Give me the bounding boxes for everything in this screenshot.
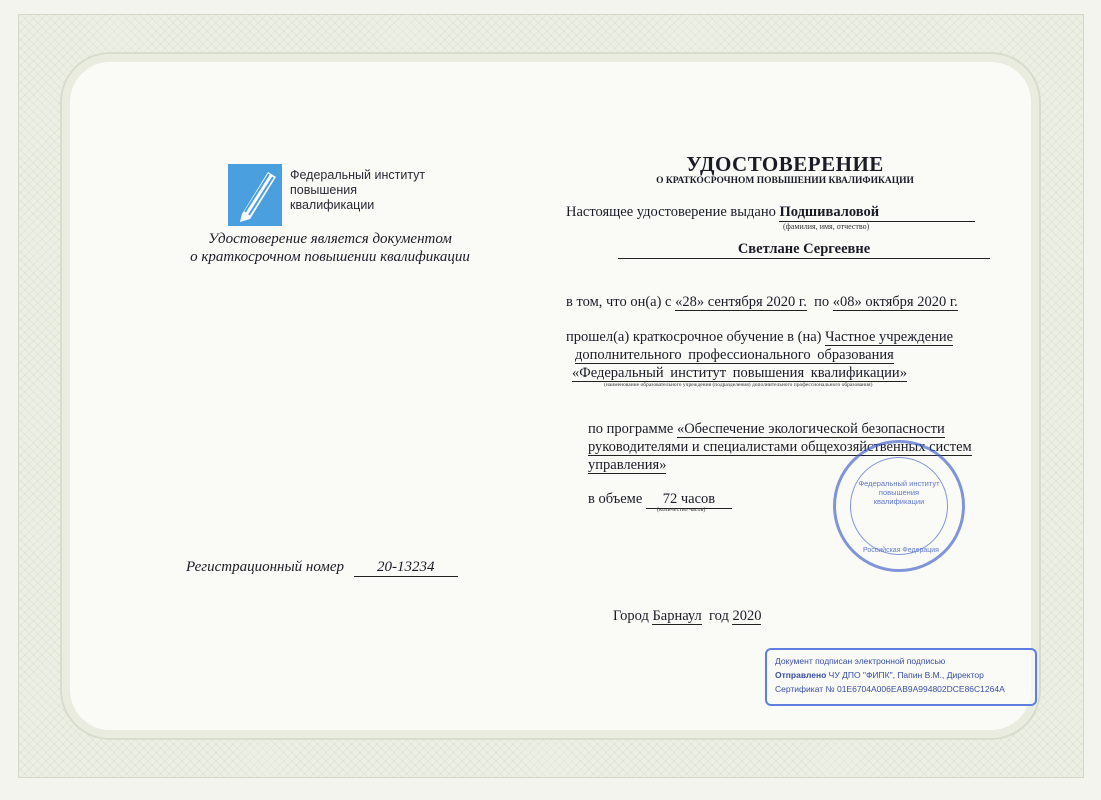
logo-line: Федеральный институт [290,168,426,182]
pencil-logo-icon [228,164,282,226]
year-label: год [709,608,729,624]
institute-stamp [833,440,965,572]
period-line [566,294,958,311]
electronic-signature-box [765,648,1037,706]
surname: Подшиваловой [779,204,975,222]
city-value: Барнаул [652,608,702,624]
program-name-3: управления» [588,457,667,473]
city-line [613,608,761,625]
registration-label: Регистрационный номер [186,559,345,575]
esig-cert: Сертификат № 01E6704A006EAB9A994802DCE86C1264A [775,684,1005,694]
note-line-1: Удостоверение является документом [208,231,452,247]
logo-line: повышения [290,183,357,197]
registration-value: 20-13234 [354,559,458,577]
period-from: «28» сентября 2020 г. [675,294,807,310]
volume-prefix: в объеме [588,491,643,507]
document-note [170,230,490,266]
institution-prefix: прошел(а) краткосрочное обучение в (на) [566,329,822,345]
institution-name-1: Частное учреждение [825,329,954,345]
note-line-2: о краткосрочном повышении квалификации [190,249,470,265]
logo-text [290,168,460,213]
program-line-1 [588,421,945,438]
institution-name-3: «Федеральный институт повышения квалификации» [572,365,907,381]
institution-hint: (наименование образовательного учреждения (подразделения) дополнительного профессионального образования) [604,382,873,388]
period-prefix: в том, что он(а) с [566,294,672,310]
registration-number [186,559,458,577]
program-line-3 [588,457,666,474]
stamp-center-text: Федеральный институт повышения квалификации [858,479,940,506]
institution-name-2: дополнительного профессионального образования [575,347,894,363]
volume-value: 72 часов [646,491,732,509]
document-subtitle: О КРАТКОСРОЧНОМ ПОВЫШЕНИИ КВАЛИФИКАЦИИ [656,176,914,186]
name-hint: (фамилия, имя, отчество) [783,222,870,231]
issued-line [566,204,975,222]
institution-line-2 [575,347,894,364]
volume-hint: (количество часов) [657,507,706,513]
esig-line-1: Документ подписан электронной подписью [775,656,946,666]
logo-line: квалификации [290,198,375,212]
institution-line-1 [566,329,953,346]
stamp-inner-ring [850,457,948,555]
stamp-bottom-text: Российская Федерация [863,547,939,554]
program-prefix: по программе [588,421,674,437]
institution-line-3 [572,365,907,382]
issued-label: Настоящее удостоверение выдано [566,204,776,220]
full-name: Светлане Сергеевне [618,241,990,259]
esig-line-2 [775,668,1027,682]
city-label: Город [613,608,649,624]
esig-sent-value: ЧУ ДПО "ФИПК", Папин В.М., Директор [828,670,984,680]
period-to-label: по [814,294,830,310]
document-title: УДОСТОВЕРЕНИЕ [686,152,884,176]
program-name-2: руководителями и специалистами общехозяйственных систем [588,439,972,455]
year-value: 2020 [732,608,762,624]
program-name-1: «Обеспечение экологической безопасности [676,421,945,437]
period-to: «08» октября 2020 г. [832,294,958,310]
esig-sent-label: Отправлено [775,670,827,680]
